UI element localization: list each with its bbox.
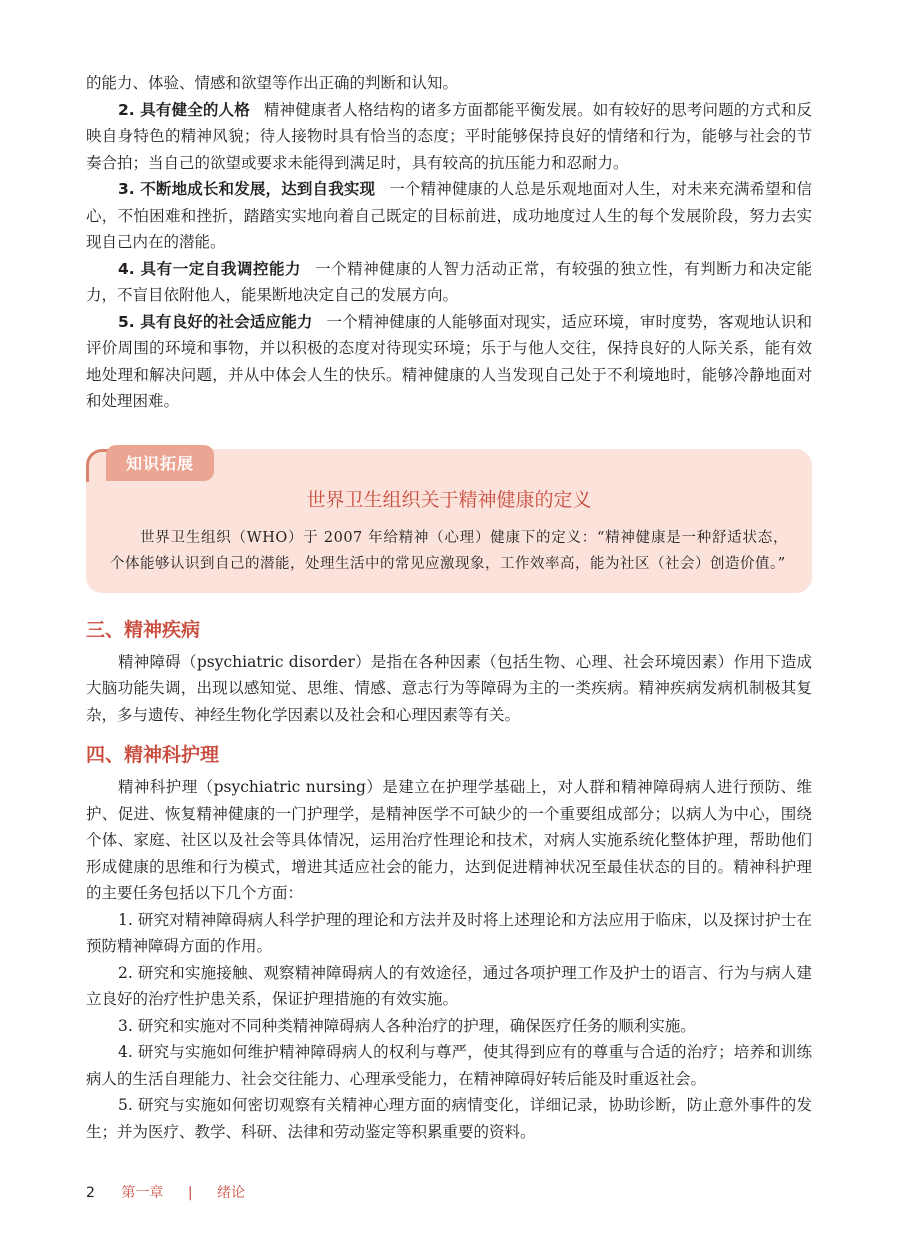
item-5 [86,309,812,415]
chapter-title: 绪论 [217,1185,245,1201]
item-3-text: 一个精神健康的人总是乐观地面对人生，对未来充满希望和信心，不怕困难和挫折，踏踏实实地向着自己既定的目标前进，成功地度过人生的每个发展阶段，努力去实现自己内在的潜能。 [86,180,812,251]
item-4-text: 一个精神健康的人智力活动正常，有较强的独立性，有判断力和决定能力，不盲目依附他人，能果断地决定自己的发展方向。 [86,259,812,304]
item-2-text: 精神健康者人格结构的诸多方面都能平衡发展。如有较好的思考问题的方式和反映自身特色的精神风貌；待人接物时具有恰当的态度；平时能够保持良好的情绪和行为，能够与社会的节奏合拍；当自己的欲望或要求未能得到满足时，具有较高的抗压能力和忍耐力。 [86,100,812,172]
item-3 [86,176,812,256]
task-item-5: 5. 研究与实施如何密切观察有关精神心理方面的病情变化，详细记录，协助诊断，防止意外事件的发生；并为医疗、教学、科研、法律和劳动鉴定等积累重要的资料。 [86,1096,812,1141]
box-body: 世界卫生组织（WHO）于 2007 年给精神（心理）健康下的定义：“精神健康是一种舒适状态，个体能够认识到自己的潜能，处理生活中的常见应激现象，工作效率高，能为社区（社会）创造价值。” [110,529,788,572]
item-5-text: 一个精神健康的人能够面对现实，适应环境，审时度势，客观地认识和评价周围的环境和事物，并以积极的态度对待现实环境；乐于与他人交往，保持良好的人际关系，能有效地处理和解决问题，并从中体会人生的快乐。精神健康的人当发现自己处于不利境地时，能够冷静地面对和处理困难。 [86,312,812,410]
box-title: 世界卫生组织关于精神健康的定义 [306,488,592,511]
page-footer [86,1183,245,1203]
task-item-4: 4. 研究与实施如何维护精神障碍病人的权利与尊严，使其得到应有的尊重与合适的治疗；培养和训练病人的生活自理能力、社会交往能力、心理承受能力，在精神障碍好转后能及时重返社会。 [86,1043,812,1088]
item-4-lead: 4. 具有一定自我调控能力 [118,259,302,278]
chapter-label: 第一章 [121,1185,164,1201]
task-item-3: 3. 研究和实施对不同种类精神障碍病人各种治疗的护理，确保医疗任务的顺利实施。 [118,1016,696,1035]
section-3-paragraph: 精神障碍（psychiatric disorder）是指在各种因素（包括生物、心理、社会环境因素）作用下造成大脑功能失调，出现以感知觉、思维、情感、意志行为等障碍为主的一类疾病。精神疾病发病机制极其复杂，多与遗传、神经生物化学因素以及社会和心理因素等有关。 [86,652,812,724]
task-item-2: 2. 研究和实施接触、观察精神障碍病人的有效途径，通过各项护理工作及护士的语言、行为与病人建立良好的治疗性护患关系，保证护理措施的有效实施。 [86,963,812,1008]
intro-continuation: 的能力、体验、情感和欲望等作出正确的判断和认知。 [86,74,459,92]
section-4-heading: 四、精神科护理 [86,744,220,766]
section-4-paragraph: 精神科护理（psychiatric nursing）是建立在护理学基础上，对人群和精神障碍病人进行预防、维护、促进、恢复精神健康的一门护理学，是精神医学不可缺少的一个重要组成部分；以病人为中心，围绕个体、家庭、社区以及社会等具体情况，运用治疗性理论和技术，对病人实施系统化整体护理，帮助他们形成健康的思维和行为模式，增进其适应社会的能力，达到促进精神状况至最佳状态的目的。精神科护理的主要任务包括以下几个方面： [86,778,812,902]
knowledge-box [86,449,812,593]
page-number: 2 [86,1185,95,1201]
section-3-heading: 三、精神疾病 [86,618,201,641]
box-tab-label: 知识拓展 [106,445,214,481]
footer-separator: | [187,1185,193,1201]
item-4 [86,256,812,309]
page-content [86,70,812,1145]
item-5-lead: 5. 具有良好的社会适应能力 [118,312,313,331]
task-item-1: 1. 研究对精神障碍病人科学护理的理论和方法并及时将上述理论和方法应用于临床，以及探讨护士在预防精神障碍方面的作用。 [86,910,812,955]
item-2 [86,97,812,177]
item-2-lead: 2. 具有健全的人格 [118,100,250,119]
item-3-lead: 3. 不断地成长和发展，达到自我实现 [118,180,376,198]
